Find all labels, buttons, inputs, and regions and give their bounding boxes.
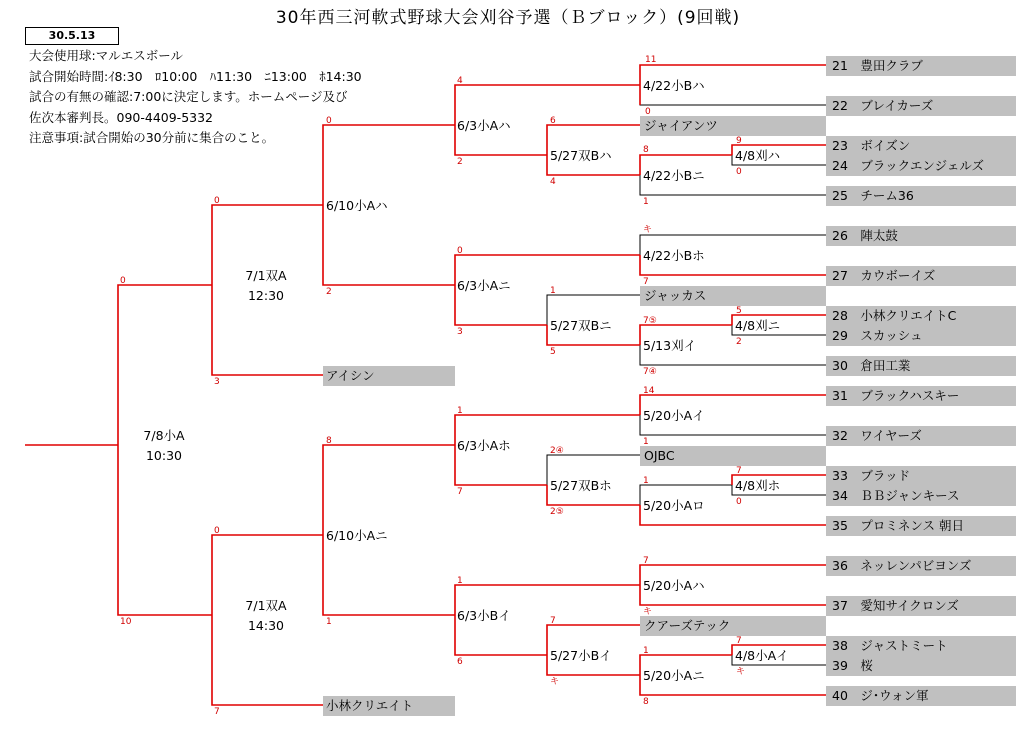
line-qf3-out xyxy=(323,445,455,535)
match-label: 6/3小Aニ xyxy=(457,278,511,293)
score: 5 xyxy=(736,306,742,316)
page-title: 30年西三河軟式野球大会刈谷予選（Ｂブロック）(9回戦) xyxy=(275,8,741,28)
info-line-confirm: 試合の有無の確認:7:00に決定します。ホームページ及び xyxy=(29,89,348,104)
match-label: 5/20小Aロ xyxy=(643,498,705,513)
score: 7 xyxy=(214,707,220,717)
match-time: 12:30 xyxy=(247,288,285,303)
score: 7 xyxy=(736,466,742,476)
match-label: 4/22小Bハ xyxy=(643,78,705,93)
match-label: 4/8刈ホ xyxy=(735,478,781,493)
match-label: 6/3小Aハ xyxy=(457,118,511,133)
match-label: 5/20小Aニ xyxy=(643,668,705,683)
line-semi1-out xyxy=(118,285,212,445)
score: キ xyxy=(550,677,560,687)
score: 3 xyxy=(457,327,463,337)
match-label: 7/1双A xyxy=(245,598,287,613)
team-29: 29 スカッシュ xyxy=(832,328,923,343)
score: 7⑤ xyxy=(643,316,657,326)
score: キ xyxy=(643,607,653,617)
team-giants: ジャイアンツ xyxy=(644,118,718,133)
score: 6 xyxy=(457,657,463,667)
score: 7 xyxy=(550,616,556,626)
score: 8 xyxy=(643,145,649,155)
team-22: 22 ブレイカーズ xyxy=(832,98,934,113)
team-37: 37 愛知サイクロンズ xyxy=(832,598,959,613)
match-label: 5/13刈イ xyxy=(643,338,697,353)
team-25: 25 チーム36 xyxy=(832,188,914,203)
score: 0 xyxy=(120,276,126,286)
score: 8 xyxy=(643,697,649,707)
info-line-referee: 佐次本審判長。090-4409-5332 xyxy=(29,109,214,125)
match-label: 4/22小Bホ xyxy=(643,248,705,263)
info-line-notice: 注意事項:試合開始の30分前に集合のこと。 xyxy=(29,130,275,145)
team-27: 27 カウボーイズ xyxy=(832,268,936,283)
score: 0 xyxy=(736,167,742,177)
score: 5 xyxy=(550,347,556,357)
score: 9 xyxy=(736,136,742,146)
team-38: 38 ジャストミート xyxy=(832,638,948,653)
score: 1 xyxy=(457,576,463,586)
match-label: 5/20小Aハ xyxy=(643,578,705,593)
match-labels xyxy=(143,78,788,683)
score: 11 xyxy=(645,55,657,65)
score: 7 xyxy=(736,636,742,646)
match-label: 6/10小Aニ xyxy=(326,528,388,543)
team-34: 34 ＢＢジャンキース xyxy=(832,488,960,503)
team-28: 28 小林クリエイトC xyxy=(832,308,957,323)
team-kobayashi: 小林クリエイト xyxy=(326,698,414,713)
score: 2 xyxy=(736,337,742,347)
score: 10 xyxy=(120,617,132,627)
score: 7 xyxy=(457,487,463,497)
team-21: 21 豊田クラブ xyxy=(832,58,923,73)
team-32: 32 ワイヤーズ xyxy=(832,428,922,443)
match-label: 5/27小Bイ xyxy=(550,648,612,663)
score: キ xyxy=(643,225,653,235)
score: 1 xyxy=(326,617,332,627)
match-time: 10:30 xyxy=(145,448,183,463)
score: 1 xyxy=(643,437,649,447)
line-semi2-out xyxy=(118,445,212,615)
score: 7 xyxy=(643,556,649,566)
score: 14 xyxy=(643,386,655,396)
match-time: 14:30 xyxy=(247,618,285,633)
score: 7④ xyxy=(643,367,657,377)
line-qf1-out xyxy=(323,125,455,205)
match-label: 7/1双A xyxy=(245,268,287,283)
score: 3 xyxy=(214,377,220,387)
score: 8 xyxy=(326,436,332,446)
team-36: 36 ネッレンパビヨンズ xyxy=(832,558,972,573)
score: 0 xyxy=(214,196,220,206)
team-40: 40 ジ･ウォン軍 xyxy=(832,688,929,703)
team-26: 26 陣太鼓 xyxy=(832,228,898,243)
info-line-times: 試合開始時間:ｲ8:30 ﾛ10:00 ﾊ11:30 ﾆ13:00 ﾎ14:30 xyxy=(29,68,362,84)
score: 2④ xyxy=(550,446,564,456)
match-label: 4/8小Aイ xyxy=(735,648,789,663)
team-31: 31 ブラックハスキー xyxy=(832,388,960,403)
date-box: 30.5.13 xyxy=(25,27,119,45)
score: 1 xyxy=(643,476,649,486)
match-label: 6/3小Bイ xyxy=(457,608,511,623)
score: 2 xyxy=(457,157,463,167)
match-label: 6/10小Aハ xyxy=(326,198,388,213)
match-label: 7/8小A xyxy=(143,428,185,443)
score: 0 xyxy=(214,526,220,536)
team-39: 39 桜 xyxy=(832,658,873,673)
match-label: 4/8刈ニ xyxy=(735,318,781,333)
score: 4 xyxy=(457,76,463,86)
score: 0 xyxy=(326,116,332,126)
score: 7 xyxy=(643,277,649,287)
score: 4 xyxy=(550,177,556,187)
match-label: 5/27双Bホ xyxy=(550,478,612,493)
team-35: 35 プロミネンス 朝日 xyxy=(832,518,965,533)
score: 1 xyxy=(550,286,556,296)
match-label: 5/27双Bハ xyxy=(550,148,612,163)
score: 2⑤ xyxy=(550,507,564,517)
match-label: 4/8刈ハ xyxy=(735,148,781,163)
line-qf2-out xyxy=(323,205,455,285)
team-23: 23 ボイズン xyxy=(832,138,911,153)
team-coors: クアーズテック xyxy=(644,618,731,633)
match-label: 5/20小Aイ xyxy=(643,408,705,423)
team-24: 24 ブラックエンジェルズ xyxy=(832,158,984,173)
team-33: 33 ブラッド xyxy=(832,468,911,483)
team-jackass: ジャッカス xyxy=(644,288,707,303)
score: キ xyxy=(736,667,746,677)
team-ojbc: OJBC xyxy=(644,448,675,463)
match-label: 4/22小Bニ xyxy=(643,168,705,183)
score: 0 xyxy=(736,497,742,507)
team-30: 30 倉田工業 xyxy=(832,358,911,373)
line-qf4-out xyxy=(323,535,455,615)
score: 0 xyxy=(645,107,651,117)
score: 1 xyxy=(643,646,649,656)
info-line-ball: 大会使用球:マルエスボール xyxy=(29,48,183,63)
score: 2 xyxy=(326,287,332,297)
score: 0 xyxy=(457,246,463,256)
team-aisin: アイシン xyxy=(326,368,375,383)
score: 1 xyxy=(643,197,649,207)
score: 6 xyxy=(550,116,556,126)
match-label: 5/27双Bニ xyxy=(550,318,612,333)
match-label: 6/3小Aホ xyxy=(457,438,511,453)
score: 1 xyxy=(457,406,463,416)
